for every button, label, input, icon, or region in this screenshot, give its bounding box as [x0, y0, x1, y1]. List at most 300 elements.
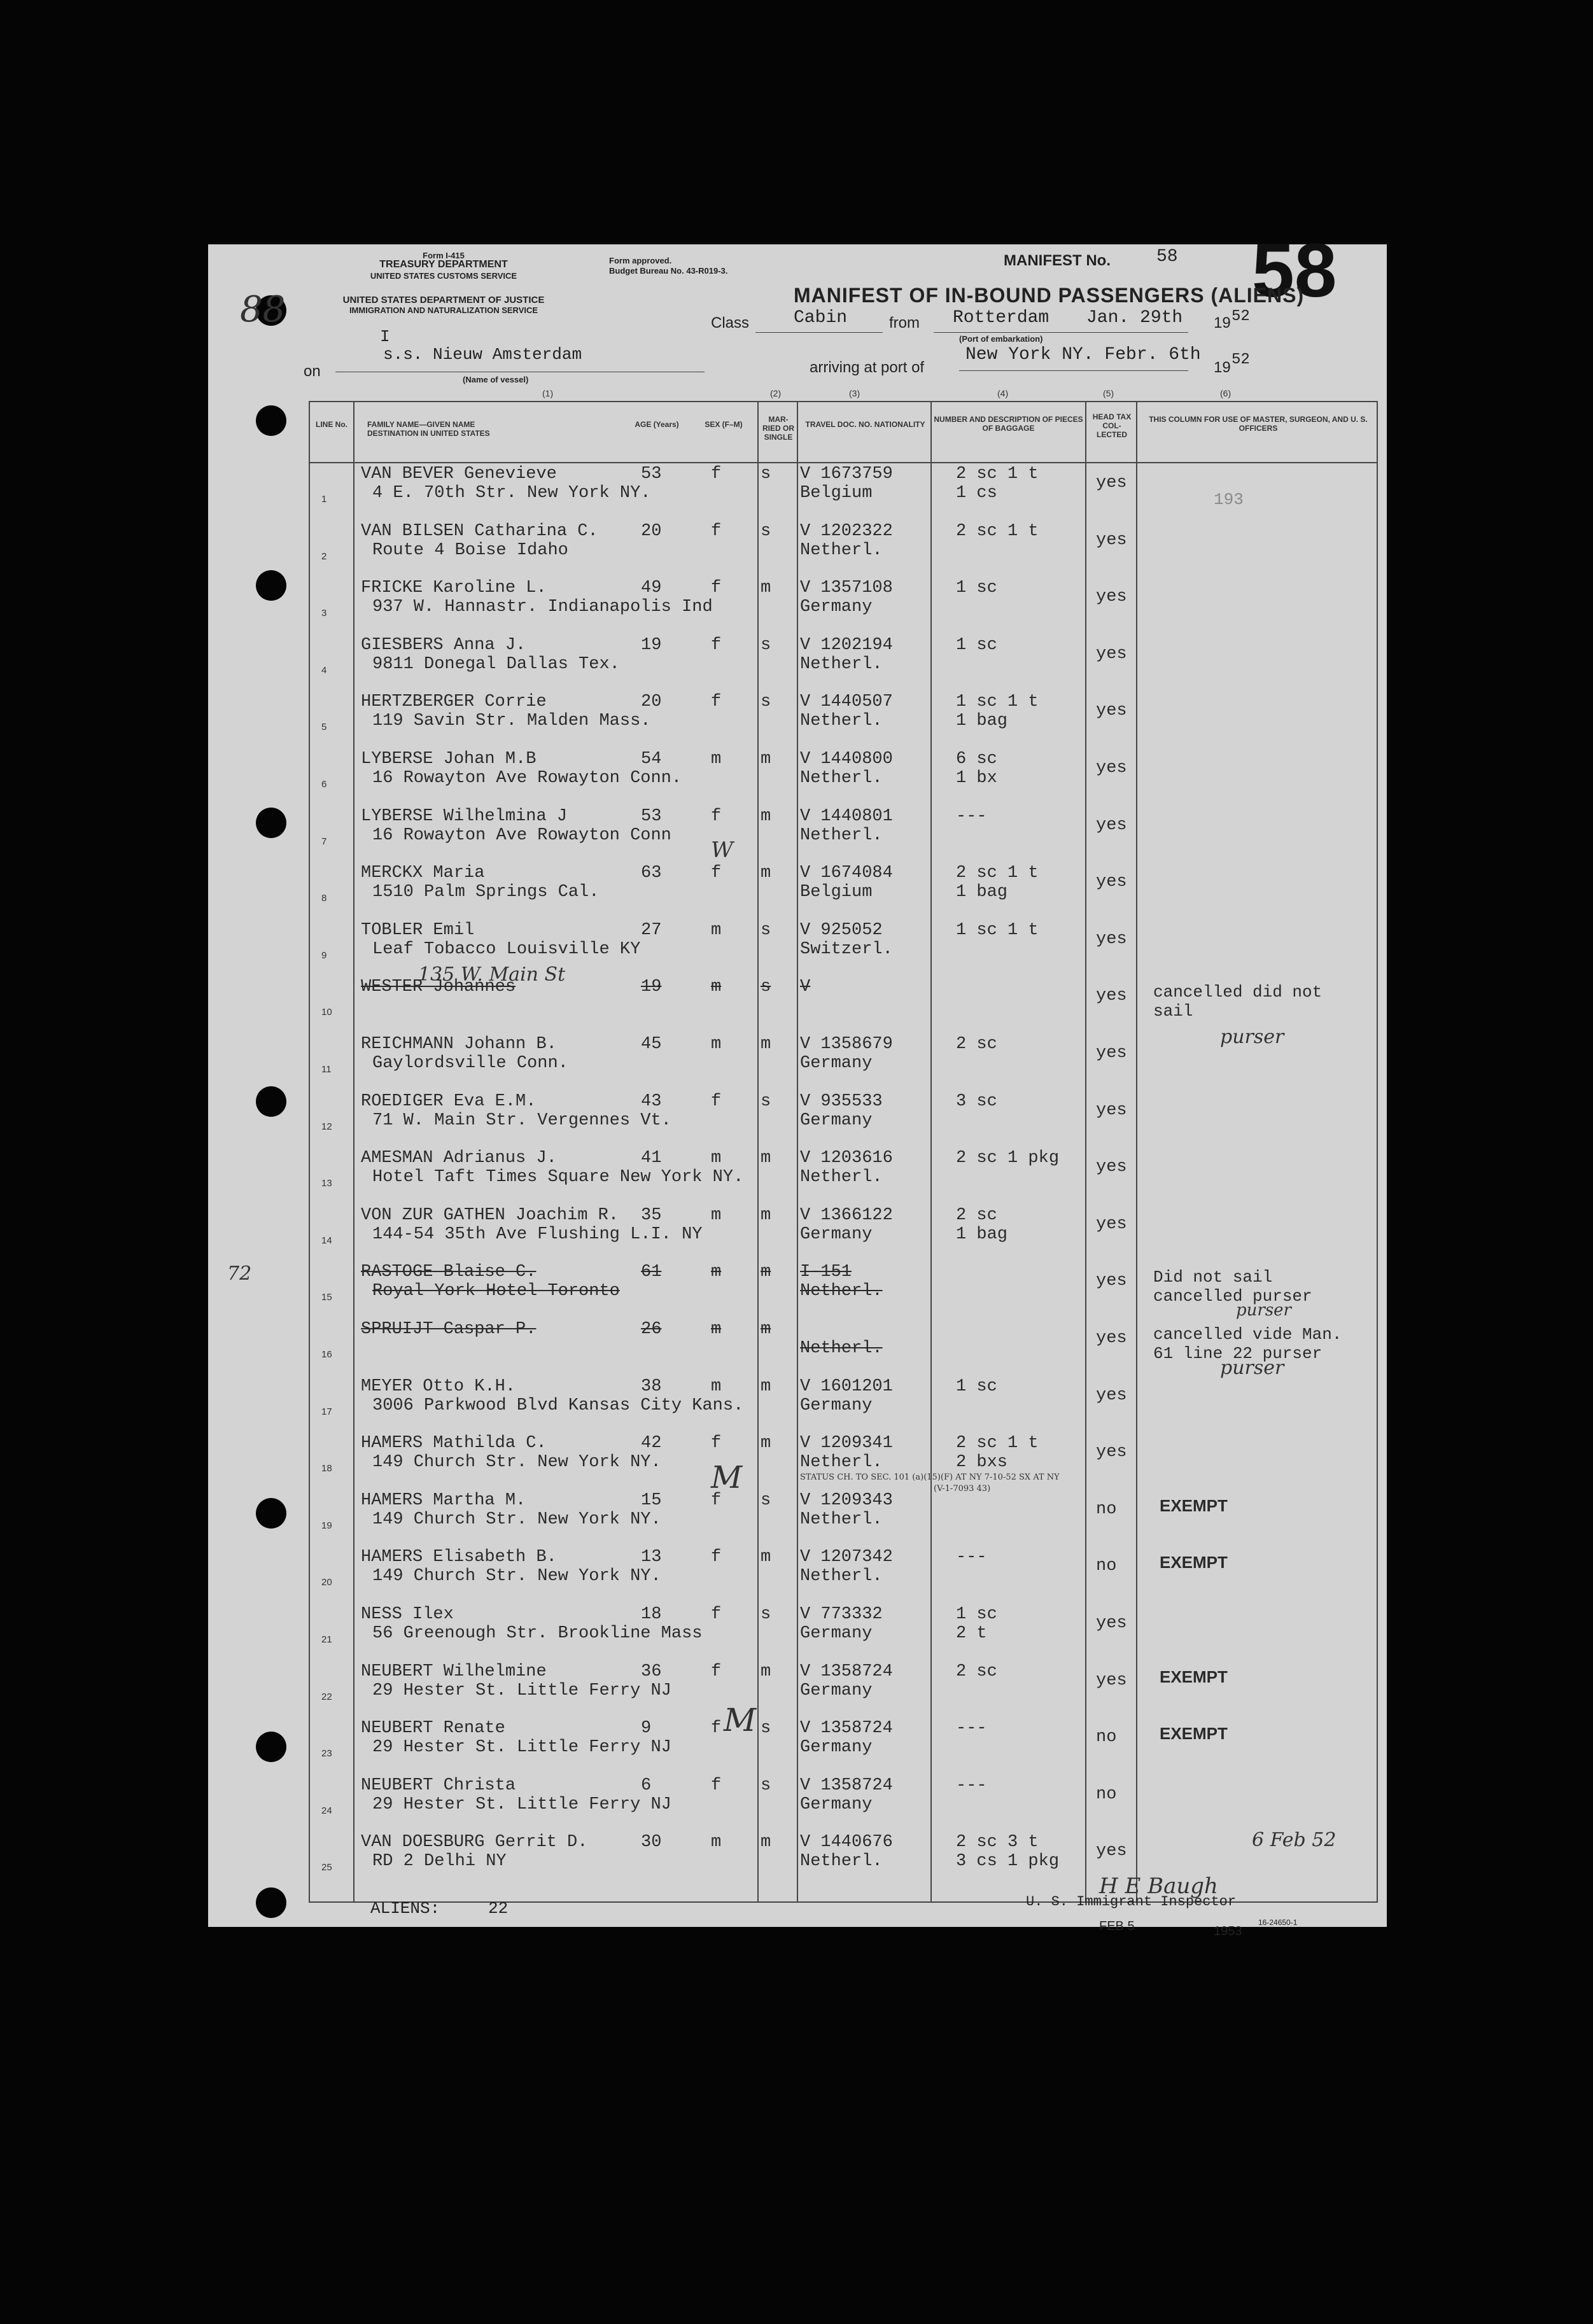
- binder-hole: [256, 405, 286, 436]
- head-tax: yes: [1096, 1100, 1127, 1120]
- baggage-line2: 1 cs: [956, 484, 997, 503]
- inspector-date: 6 Feb 52: [1252, 1829, 1337, 1851]
- marital-status: m: [761, 750, 771, 769]
- baggage-line1: ---: [956, 1548, 987, 1567]
- year-label: 19: [1214, 359, 1231, 376]
- head-tax: yes: [1096, 872, 1127, 892]
- passenger-sex: f: [711, 1605, 722, 1624]
- destination: 56 Greenough Str. Brookline Mass: [372, 1624, 703, 1643]
- aliens-total-count: 22: [488, 1899, 509, 1918]
- destination: 16 Rowayton Ave Rowayton Conn.: [372, 769, 682, 788]
- col-number: (6): [1220, 388, 1232, 398]
- baggage-line1: ---: [956, 806, 987, 826]
- travel-doc-number: V 1202194: [800, 635, 893, 655]
- passenger-sex: f: [711, 635, 722, 655]
- baggage-line2: 1 bx: [956, 769, 997, 788]
- line-number: 11: [321, 1064, 332, 1075]
- baggage-line2: 2 t: [956, 1624, 987, 1643]
- travel-doc-number: V 1358724: [800, 1719, 893, 1739]
- passenger-age: 53: [641, 806, 662, 826]
- manifest-no-stamp: 58: [1252, 228, 1337, 313]
- officer-note: 193: [1214, 490, 1244, 509]
- nationality: Netherl.: [800, 1339, 883, 1358]
- travel-doc-number: V 1207342: [800, 1548, 893, 1567]
- line-number: 15: [321, 1292, 332, 1303]
- passenger-sex: m: [711, 1205, 722, 1225]
- travel-doc-number: V 1673759: [800, 465, 893, 484]
- travel-doc-number: V 1366122: [800, 1205, 893, 1225]
- passenger-sex: m: [711, 1320, 722, 1339]
- nationality: Germany: [800, 598, 873, 617]
- line-number: 24: [321, 1805, 332, 1816]
- travel-doc-number: V 935533: [800, 1091, 883, 1111]
- passenger-name: VON ZUR GATHEN Joachim R.: [361, 1205, 619, 1225]
- inspector-signature: H E Baugh: [1099, 1873, 1218, 1899]
- passenger-name: MERCKX Maria: [361, 864, 485, 883]
- passenger-name: HAMERS Mathilda C.: [361, 1434, 547, 1453]
- marital-status: m: [761, 1263, 771, 1282]
- officer-note: Did not sail cancelled purser: [1153, 1268, 1312, 1306]
- destination: 29 Hester St. Little Ferry NJ: [372, 1795, 671, 1814]
- passenger-name: WESTER Johannes: [361, 977, 516, 997]
- baggage-line1: 2 sc 1 t: [956, 521, 1039, 541]
- officer-note: cancelled did not sail: [1153, 983, 1323, 1021]
- manifest-sheet: [208, 228, 1387, 1938]
- line-number: 4: [321, 664, 327, 676]
- nationality: Netherl.: [800, 1567, 883, 1586]
- inspector-label: U. S. Immigrant Inspector: [1026, 1894, 1237, 1910]
- destination: 71 W. Main Str. Vergennes Vt.: [372, 1110, 671, 1130]
- marital-status: m: [761, 1035, 771, 1054]
- head-tax: yes: [1096, 759, 1127, 778]
- line-marker: I: [380, 327, 390, 346]
- line-number: 18: [321, 1463, 332, 1474]
- marital-status: s: [761, 521, 771, 541]
- binder-hole: [256, 1086, 286, 1117]
- binder-hole: [256, 1732, 286, 1762]
- col-header-sex: SEX (F–M): [705, 420, 743, 429]
- binder-hole: [256, 808, 286, 838]
- officer-note: cancelled vide Man. 61 line 22 purser: [1153, 1325, 1342, 1363]
- passenger-sex: f: [711, 1775, 722, 1795]
- travel-doc-number: V 1440507: [800, 692, 893, 712]
- embarkation-date: Jan. 29th: [1086, 308, 1183, 328]
- nationality: Belgium: [800, 484, 873, 503]
- travel-doc-number: V 1440676: [800, 1833, 893, 1852]
- baggage-line2: 1 bag: [956, 883, 1008, 902]
- travel-doc-number: V: [800, 977, 811, 997]
- manifest-title: MANIFEST OF IN-BOUND PASSENGERS (ALIENS): [794, 284, 1305, 307]
- nationality: Netherl.: [800, 654, 883, 674]
- passenger-name: HAMERS Elisabeth B.: [361, 1548, 557, 1567]
- approval-note: Form approved.: [609, 256, 672, 265]
- line-number: 1: [321, 494, 327, 505]
- nationality: Netherl.: [800, 1453, 883, 1473]
- baggage-line1: 1 sc 1 t: [956, 920, 1039, 940]
- destination: 144-54 35th Ave Flushing L.I. NY: [372, 1224, 703, 1244]
- nationality: Belgium: [800, 883, 873, 902]
- head-tax: yes: [1096, 1614, 1127, 1633]
- nationality: Germany: [800, 1795, 873, 1814]
- marital-status: m: [761, 1662, 771, 1681]
- line-number: 5: [321, 722, 327, 733]
- passenger-name: FRICKE Karoline L.: [361, 578, 547, 598]
- passenger-age: 35: [641, 1205, 662, 1225]
- justice-department: UNITED STATES DEPARTMENT OF JUSTICE: [342, 295, 545, 305]
- received-year: 1953: [1214, 1924, 1242, 1938]
- received-stamp: FEB 5: [1099, 1919, 1135, 1933]
- col-number: (1): [542, 388, 554, 398]
- marital-status: s: [761, 977, 771, 997]
- year-value: 52: [1232, 351, 1250, 368]
- passenger-name: RASTOGE Blaise C.: [361, 1263, 537, 1282]
- baggage-line2: 2 bxs: [956, 1453, 1008, 1473]
- on-label: on: [304, 363, 321, 380]
- travel-doc-number: V 925052: [800, 920, 883, 940]
- arrival-port-date: New York NY. Febr. 6th: [965, 345, 1201, 365]
- manifest-no-typed: 58: [1156, 247, 1178, 267]
- marital-status: s: [761, 1775, 771, 1795]
- passenger-name: LYBERSE Johan M.B: [361, 750, 537, 769]
- col-header-name: FAMILY NAME—GIVEN NAME DESTINATION IN UNITED STATES: [367, 420, 490, 438]
- destination: Leaf Tobacco Louisville KY: [372, 939, 641, 959]
- baggage-line1: 2 sc: [956, 1205, 997, 1225]
- head-tax: no: [1096, 1784, 1117, 1804]
- binder-hole: [256, 570, 286, 601]
- passenger-name: ROEDIGER Eva E.M.: [361, 1091, 537, 1111]
- manifest-no-label: MANIFEST No.: [1004, 252, 1111, 269]
- destination: 29 Hester St. Little Ferry NJ: [372, 1738, 671, 1758]
- binder-hole: [256, 1887, 286, 1918]
- customs-service: UNITED STATES CUSTOMS SERVICE: [370, 271, 517, 281]
- baggage-line1: 2 sc 1 t: [956, 1434, 1039, 1453]
- head-tax: yes: [1096, 815, 1127, 835]
- passenger-name: GIESBERS Anna J.: [361, 635, 526, 655]
- passenger-name: NEUBERT Christa: [361, 1775, 516, 1795]
- passenger-name: VAN BILSEN Catharina C.: [361, 521, 598, 541]
- head-tax: yes: [1096, 1158, 1127, 1177]
- destination: 149 Church Str. New York NY.: [372, 1509, 661, 1529]
- marital-status: s: [761, 692, 771, 712]
- passenger-sex: m: [711, 1376, 722, 1396]
- head-tax: yes: [1096, 986, 1127, 1006]
- passenger-age: 20: [641, 521, 662, 541]
- travel-doc-number: V 1358724: [800, 1662, 893, 1681]
- passenger-sex: f: [711, 521, 722, 541]
- line-number: 7: [321, 836, 327, 847]
- nationality: Germany: [800, 1396, 873, 1415]
- head-tax: yes: [1096, 587, 1127, 607]
- passenger-name: LYBERSE Wilhelmina J: [361, 806, 568, 826]
- destination: 4 E. 70th Str. New York NY.: [372, 484, 651, 503]
- passenger-name: MEYER Otto K.H.: [361, 1376, 516, 1396]
- destination: 149 Church Str. New York NY.: [372, 1453, 661, 1473]
- passenger-name: HAMERS Martha M.: [361, 1490, 526, 1510]
- passenger-sex: m: [711, 1035, 722, 1054]
- passenger-name: TOBLER Emil: [361, 920, 475, 940]
- nationality: Netherl.: [800, 1168, 883, 1187]
- line-number: 20: [321, 1577, 332, 1588]
- passenger-name: REICHMANN Johann B.: [361, 1035, 557, 1054]
- destination: 937 W. Hannastr. Indianapolis Ind: [372, 598, 713, 617]
- nationality: Netherl.: [800, 540, 883, 560]
- line-number: 21: [321, 1634, 332, 1645]
- destination: 149 Church Str. New York NY.: [372, 1567, 661, 1586]
- baggage-line1: 2 sc 1 t: [956, 465, 1039, 484]
- destination: 29 Hester St. Little Ferry NJ: [372, 1681, 671, 1700]
- col-header-line: LINE No.: [316, 420, 347, 429]
- baggage-line1: 1 sc: [956, 635, 997, 655]
- line-number: 6: [321, 779, 327, 790]
- marital-status: s: [761, 635, 771, 655]
- passenger-sex: f: [711, 1719, 722, 1739]
- passenger-sex: f: [711, 864, 722, 883]
- head-tax: yes: [1096, 1443, 1127, 1462]
- head-tax: no: [1096, 1499, 1117, 1519]
- nationality: Netherl.: [800, 1852, 883, 1872]
- nationality: Netherl.: [800, 769, 883, 788]
- passenger-age: 49: [641, 578, 662, 598]
- travel-doc-number: V 1203616: [800, 1149, 893, 1168]
- baggage-line2: 1 bag: [956, 711, 1008, 731]
- col-header-head-tax: HEAD TAX COL-LECTED: [1092, 412, 1132, 439]
- travel-doc-number: V 1674084: [800, 864, 893, 883]
- nationality: Netherl.: [800, 1509, 883, 1529]
- binder-hole: [256, 1498, 286, 1529]
- line-number: 17: [321, 1406, 332, 1417]
- nationality: Germany: [800, 1054, 873, 1073]
- destination: Royal York Hotel Toronto: [372, 1282, 620, 1301]
- passenger-name: AMESMAN Adrianus J.: [361, 1149, 557, 1168]
- officer-note: EXEMPT: [1160, 1495, 1228, 1515]
- head-tax: yes: [1096, 1214, 1127, 1234]
- passenger-name: SPRUIJT Caspar P.: [361, 1320, 537, 1339]
- destination: Gaylordsville Conn.: [372, 1054, 568, 1073]
- passenger-age: 53: [641, 465, 662, 484]
- travel-doc-number: V 1357108: [800, 578, 893, 598]
- line-number: 22: [321, 1691, 332, 1702]
- baggage-line2: 1 bag: [956, 1224, 1008, 1244]
- marital-status: m: [761, 1833, 771, 1852]
- col-header-officers: THIS COLUMN FOR USE OF MASTER, SURGEON, AND U. S. OFFICERS: [1149, 415, 1368, 433]
- line-number: 2: [321, 550, 327, 562]
- marital-status: s: [761, 1091, 771, 1111]
- line-number: 10: [321, 1007, 332, 1018]
- line-number: 13: [321, 1178, 332, 1189]
- marital-status: m: [761, 1434, 771, 1453]
- col-header-travel-doc: TRAVEL DOC. NO. NATIONALITY: [805, 420, 925, 429]
- line-number: 9: [321, 949, 327, 961]
- purser-signature: purser: [1220, 1357, 1284, 1379]
- marital-status: m: [761, 1205, 771, 1225]
- head-tax: yes: [1096, 929, 1127, 949]
- marital-status: s: [761, 920, 771, 940]
- passenger-sex: f: [711, 1662, 722, 1681]
- head-tax: no: [1096, 1728, 1117, 1747]
- status-change-note: STATUS CH. TO SEC. 101 (a)(15)(F) AT NY 7-10-52 SX AT NY: [800, 1473, 1060, 1482]
- class-label: Class: [711, 314, 750, 332]
- passenger-age: 19: [641, 635, 662, 655]
- passenger-age: 61: [641, 1263, 662, 1282]
- tobler-address-note: 135 W. Main St: [418, 963, 566, 986]
- passenger-age: 36: [641, 1662, 662, 1681]
- passenger-age: 27: [641, 920, 662, 940]
- col-number: (3): [849, 388, 860, 398]
- nationality: Germany: [800, 1110, 873, 1130]
- head-tax: yes: [1096, 1842, 1127, 1861]
- baggage-line2: 3 cs 1 pkg: [956, 1852, 1060, 1872]
- bottom-form-number: 16-24650-1: [1258, 1918, 1298, 1927]
- line-number: 16: [321, 1349, 332, 1360]
- baggage-line1: 1 sc: [956, 1376, 997, 1396]
- officer-note: EXEMPT: [1160, 1667, 1228, 1686]
- col-number: (4): [997, 388, 1009, 398]
- travel-doc-number: V 773332: [800, 1605, 883, 1624]
- baggage-line1: ---: [956, 1775, 987, 1795]
- year-label: 19: [1214, 314, 1231, 332]
- passenger-sex: m: [711, 1263, 722, 1282]
- w-mark: W: [711, 837, 733, 863]
- travel-doc-number: V 1202322: [800, 521, 893, 541]
- head-tax: yes: [1096, 473, 1127, 493]
- purser-signature: purser: [1220, 1026, 1284, 1048]
- form-number: Form I-415: [423, 251, 465, 260]
- travel-doc-number: V 1358724: [800, 1775, 893, 1795]
- passenger-age: 45: [641, 1035, 662, 1054]
- passenger-age: 43: [641, 1091, 662, 1111]
- baggage-line1: 2 sc: [956, 1035, 997, 1054]
- status-change-note: (V-1-7093 43): [934, 1484, 991, 1494]
- destination: 119 Savin Str. Malden Mass.: [372, 711, 651, 731]
- port-embark-label: (Port of embarkation): [959, 334, 1043, 344]
- marital-status: s: [761, 1605, 771, 1624]
- col-header-age: AGE (Years): [635, 420, 679, 429]
- purser-signature: purser: [1236, 1301, 1291, 1320]
- initials-mark: M: [724, 1702, 757, 1739]
- passenger-age: 30: [641, 1833, 662, 1852]
- destination: 1510 Palm Springs Cal.: [372, 883, 600, 902]
- travel-doc-number: V 1440800: [800, 750, 893, 769]
- passenger-age: 13: [641, 1548, 662, 1567]
- margin-number: 88: [240, 289, 286, 330]
- passenger-sex: m: [711, 1833, 722, 1852]
- baggage-line1: 1 sc 1 t: [956, 692, 1039, 712]
- col-number: (2): [770, 388, 782, 398]
- passenger-sex: m: [711, 1149, 722, 1168]
- travel-doc-number: V 1209341: [800, 1434, 893, 1453]
- line-number: 14: [321, 1235, 332, 1246]
- baggage-line1: 2 sc 1 pkg: [956, 1149, 1060, 1168]
- passenger-age: 19: [641, 977, 662, 997]
- marital-status: s: [761, 465, 771, 484]
- nationality: Germany: [800, 1224, 873, 1244]
- travel-doc-number: V 1209343: [800, 1490, 893, 1510]
- travel-doc-number: V 1440801: [800, 806, 893, 826]
- nationality: Netherl.: [800, 1282, 883, 1301]
- col-number: (5): [1103, 388, 1114, 398]
- line-number: 12: [321, 1121, 332, 1132]
- passenger-age: 26: [641, 1320, 662, 1339]
- travel-doc-number: I-151: [800, 1263, 852, 1282]
- treasury-department: TREASURY DEPARTMENT: [379, 259, 508, 270]
- marital-status: s: [761, 1719, 771, 1739]
- vessel-label: (Name of vessel): [463, 375, 529, 384]
- marital-status: s: [761, 1490, 771, 1510]
- line-number: 25: [321, 1862, 332, 1873]
- passenger-name: VAN BEVER Genevieve: [361, 465, 557, 484]
- destination: Hotel Taft Times Square New York NY.: [372, 1168, 744, 1187]
- passenger-age: 9: [641, 1719, 652, 1739]
- passenger-age: 38: [641, 1376, 662, 1396]
- passenger-sex: m: [711, 750, 722, 769]
- vessel-name: s.s. Nieuw Amsterdam: [383, 345, 582, 364]
- line-number: 23: [321, 1748, 332, 1760]
- marital-status: m: [761, 1149, 771, 1168]
- travel-doc-number: V 1601201: [800, 1376, 893, 1396]
- head-tax: yes: [1096, 1271, 1127, 1291]
- head-tax: yes: [1096, 1385, 1127, 1405]
- passenger-sex: f: [711, 692, 722, 712]
- passenger-name: VAN DOESBURG Gerrit D.: [361, 1833, 588, 1852]
- head-tax: yes: [1096, 644, 1127, 664]
- line-number: 3: [321, 608, 327, 619]
- nationality: Switzerl.: [800, 939, 893, 959]
- passenger-age: 41: [641, 1149, 662, 1168]
- passenger-sex: f: [711, 465, 722, 484]
- embarkation-port: Rotterdam: [953, 308, 1049, 328]
- passenger-sex: m: [711, 920, 722, 940]
- baggage-line1: 2 sc: [956, 1662, 997, 1681]
- passenger-sex: m: [711, 977, 722, 997]
- passenger-sex: f: [711, 1434, 722, 1453]
- destination: Route 4 Boise Idaho: [372, 540, 568, 560]
- baggage-line1: 1 sc: [956, 578, 997, 598]
- destination: RD 2 Delhi NY: [372, 1852, 507, 1872]
- head-tax: yes: [1096, 1670, 1127, 1690]
- baggage-line1: 2 sc 1 t: [956, 864, 1039, 883]
- budget-bureau: Budget Bureau No. 43-R019-3.: [609, 266, 728, 276]
- passenger-age: 6: [641, 1775, 652, 1795]
- officer-note: EXEMPT: [1160, 1724, 1228, 1744]
- head-tax: yes: [1096, 530, 1127, 550]
- passenger-name: HERTZBERGER Corrie: [361, 692, 547, 712]
- initials-mark: M: [711, 1460, 743, 1495]
- destination: 16 Rowayton Ave Rowayton Conn: [372, 825, 671, 845]
- passenger-sex: f: [711, 1091, 722, 1111]
- immigration-service: IMMIGRATION AND NATURALIZATION SERVICE: [349, 305, 538, 315]
- destination: 3006 Parkwood Blvd Kansas City Kans.: [372, 1396, 744, 1415]
- nationality: Netherl.: [800, 711, 883, 731]
- passenger-sex: f: [711, 1548, 722, 1567]
- officer-note: EXEMPT: [1160, 1553, 1228, 1572]
- baggage-line1: 6 sc: [956, 750, 997, 769]
- marital-status: m: [761, 864, 771, 883]
- travel-doc-number: V 1358679: [800, 1035, 893, 1054]
- passenger-sex: f: [711, 578, 722, 598]
- passenger-sex: f: [711, 1490, 722, 1510]
- year-value: 52: [1232, 308, 1250, 325]
- head-tax: yes: [1096, 1329, 1127, 1348]
- passenger-age: 63: [641, 864, 662, 883]
- passenger-age: 54: [641, 750, 662, 769]
- passenger-age: 20: [641, 692, 662, 712]
- marital-status: m: [761, 578, 771, 598]
- line-number: 8: [321, 893, 327, 904]
- passenger-age: 18: [641, 1605, 662, 1624]
- head-tax: no: [1096, 1557, 1117, 1576]
- line-number: 19: [321, 1520, 332, 1531]
- nationality: Germany: [800, 1738, 873, 1758]
